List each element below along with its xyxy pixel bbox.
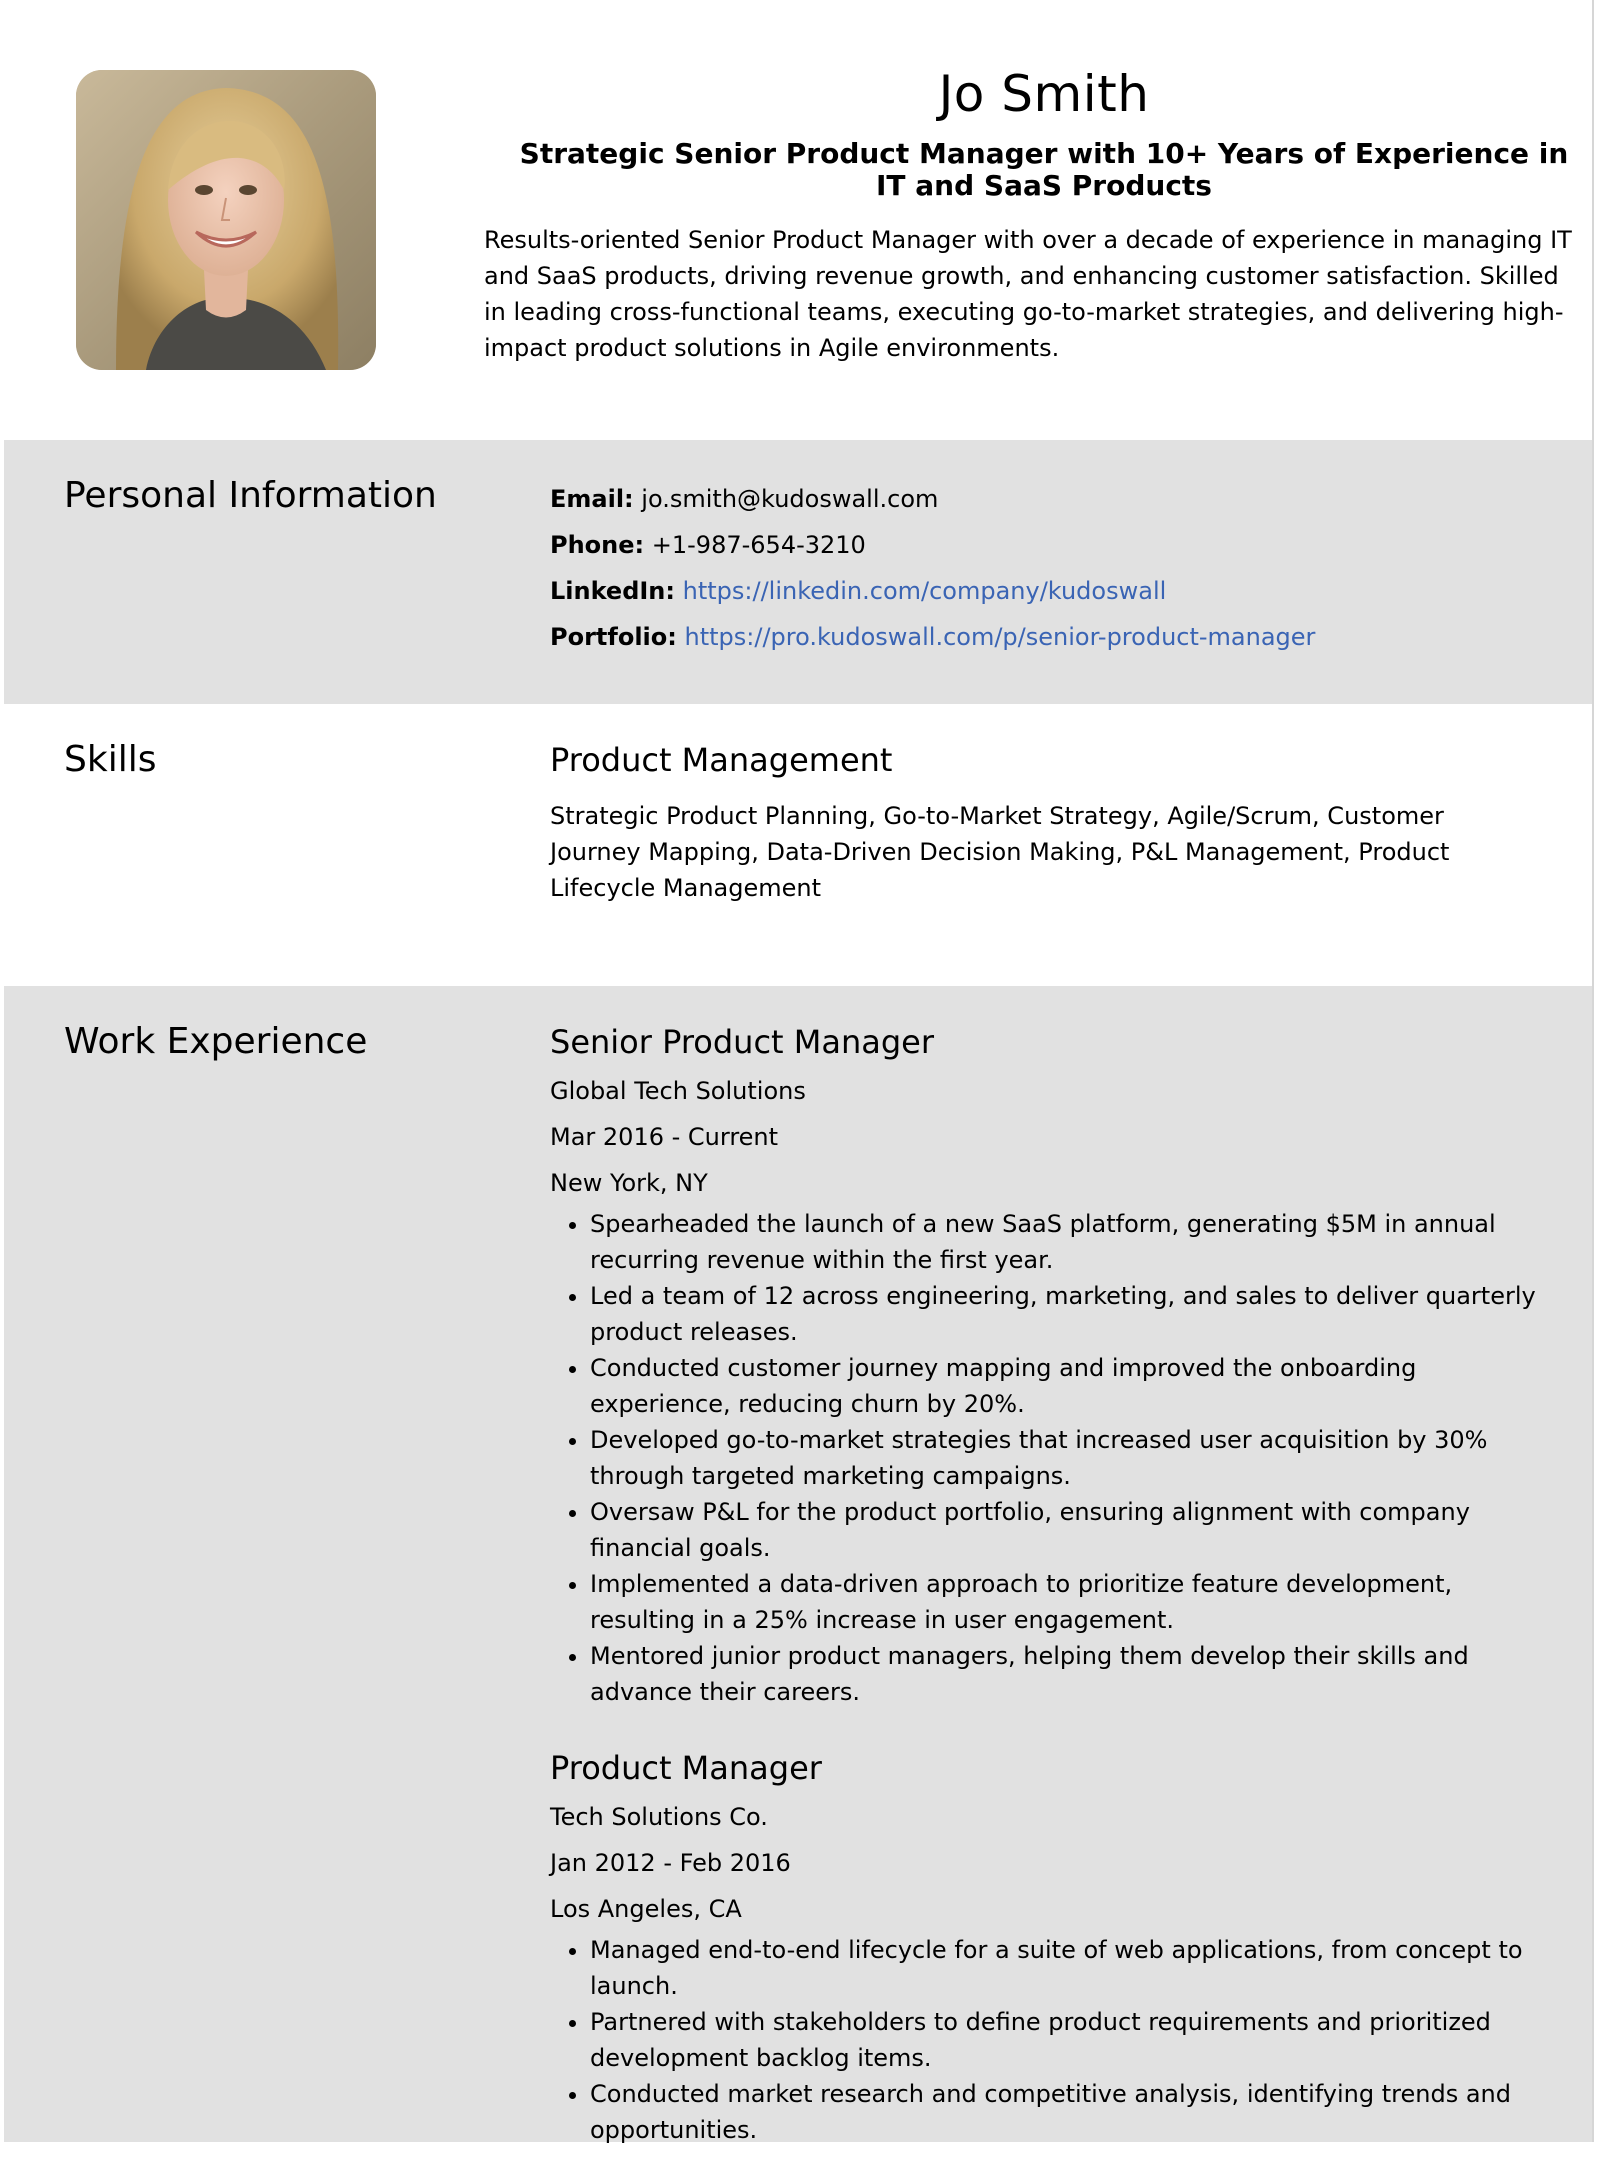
job-entry: [550, 1746, 1560, 2148]
job-company: Global Tech Solutions: [550, 1077, 806, 1105]
job-bullet: • Spearheaded the launch of a new SaaS platform, generating $5M in annual recurring revenue within the first year.: [590, 1206, 1560, 1278]
candidate-headline: Strategic Senior Product Manager with 10+ Years of Experience in IT and SaaS Products: [519, 137, 1569, 202]
job-bullet: • Conducted market research and competitive analysis, identifying trends and opportunities.: [590, 2076, 1560, 2148]
section-title-personal-information: Personal Information: [64, 475, 437, 516]
job-bullet: • Led a team of 12 across engineering, marketing, and sales to deliver quarterly product releases.: [590, 1278, 1560, 1350]
job-location: New York, NY: [550, 1169, 708, 1197]
job-dates: Jan 2012 - Feb 2016: [550, 1849, 791, 1877]
job-bullet: • Conducted customer journey mapping and improved the onboarding experience, reducing churn by 20%.: [590, 1350, 1560, 1422]
resume-header: [4, 0, 1592, 440]
job-bullet: • Managed end-to-end lifecycle for a suite of web applications, from concept to launch.: [590, 1932, 1560, 2004]
work-experience-section: [4, 986, 1592, 2142]
section-title-work-experience: Work Experience: [64, 1021, 368, 1062]
skill-list: Strategic Product Planning, Go-to-Market Strategy, Agile/Scrum, Customer Journey Mapping, Data-Driven Decision Making, P&L Management, Product Lifecycle Management: [550, 802, 1450, 902]
job-bullet: • Developed go-to-market strategies that increased user acquisition by 30% through targeted marketing campaigns.: [590, 1422, 1560, 1494]
header-text: [484, 60, 1574, 366]
job-entry: [550, 1020, 1560, 1710]
job-dates: Mar 2016 - Current: [550, 1123, 779, 1151]
job-location: Los Angeles, CA: [550, 1895, 742, 1923]
portfolio-row: [550, 614, 1560, 660]
candidate-name: Jo Smith: [938, 65, 1150, 123]
job-bullet-list: [550, 1206, 1560, 1710]
phone-row: [550, 522, 1560, 568]
profile-photo: [76, 70, 376, 370]
resume-page: [4, 0, 1594, 2142]
linkedin-link[interactable]: https://linkedin.com/company/kudoswall: [682, 577, 1167, 605]
section-title-skills: Skills: [64, 739, 157, 780]
job-title: Product Manager: [550, 1749, 822, 1787]
personal-information-section: [4, 440, 1592, 704]
skill-category-title: Product Management: [550, 741, 893, 779]
job-bullet: • Oversaw P&L for the product portfolio, ensuring alignment with company financial goals.: [590, 1494, 1560, 1566]
job-bullet: • Mentored junior product managers, helping them develop their skills and advance their careers.: [590, 1638, 1560, 1710]
phone-value: +1-987-654-3210: [651, 531, 866, 559]
candidate-summary: Results-oriented Senior Product Manager with over a decade of experience in managing IT and SaaS products, driving revenue growth, and enhancing customer satisfaction. Skilled in leading cross-functional teams, executing go-to-market strategies, and delivering high-impact product solutions in Agile environments.: [484, 226, 1572, 362]
linkedin-row: [550, 568, 1560, 614]
email-row: [550, 476, 1560, 522]
email-label: Email:: [550, 485, 634, 513]
job-bullet-list: [550, 1932, 1560, 2148]
portfolio-label: Portfolio:: [550, 623, 677, 651]
portfolio-link[interactable]: https://pro.kudoswall.com/p/senior-product-manager: [684, 623, 1316, 651]
work-experience-body: [550, 1020, 1560, 2184]
job-bullet: • Implemented a data-driven approach to prioritize feature development, resulting in a 25% increase in user engagement.: [590, 1566, 1560, 1638]
skills-section: [4, 704, 1592, 986]
skills-body: [550, 738, 1560, 906]
job-company: Tech Solutions Co.: [550, 1803, 768, 1831]
job-bullet: • Partnered with stakeholders to define product requirements and prioritized development backlog items.: [590, 2004, 1560, 2076]
phone-label: Phone:: [550, 531, 645, 559]
linkedin-label: LinkedIn:: [550, 577, 675, 605]
job-title: Senior Product Manager: [550, 1023, 935, 1061]
email-value: jo.smith@kudoswall.com: [641, 485, 939, 513]
personal-information-body: [550, 476, 1560, 660]
